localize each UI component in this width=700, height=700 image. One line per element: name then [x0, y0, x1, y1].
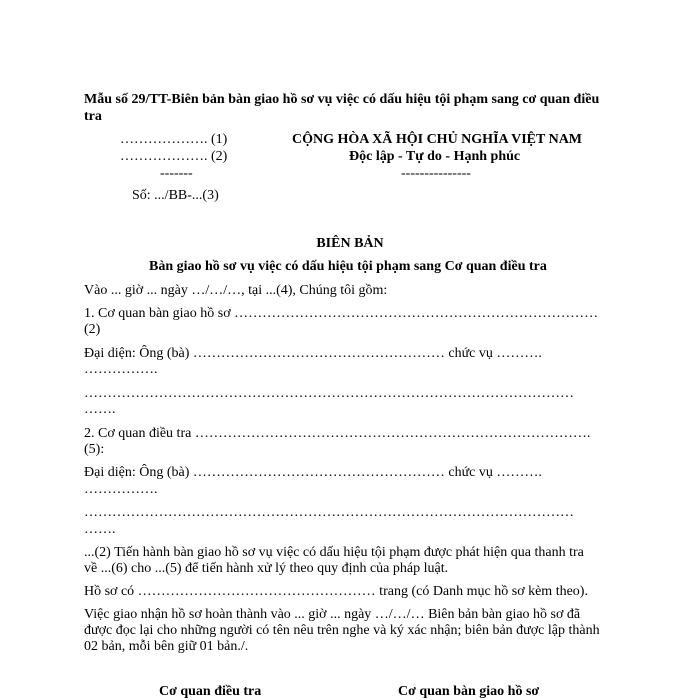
agency-dashes: -------: [160, 166, 193, 181]
document-number: Số: .../BB-...(3): [132, 188, 219, 203]
motto-dashes: ---------------: [401, 166, 471, 181]
completion-line2: được đọc lại cho những người có tên nêu trên nghe và ký xác nhận; biên bản được lập thành: [84, 623, 600, 638]
agency-line2: ………………. (2): [120, 149, 228, 164]
investigation-dots-line2: …….: [84, 522, 116, 537]
form-title-line1: Mẫu số 29/TT-Biên bản bàn giao hồ sơ vụ việc có dấu hiệu tội phạm sang cơ quan điều: [84, 92, 600, 107]
handing-agency-line1: 1. Cơ quan bàn giao hồ sơ ……………………………………………………………………: [84, 306, 599, 321]
completion-line1: Việc giao nhận hồ sơ hoàn thành vào ... giờ ... ngày …/…/… Biên bản bàn giao hồ sơ đã: [84, 607, 581, 622]
signature-handing-agency: Cơ quan bàn giao hồ sơ: [398, 684, 540, 699]
handover-statement-line1: ...(2) Tiến hành bàn giao hồ sơ vụ việc có dấu hiệu tội phạm được phát hiện qua thanh tra: [84, 545, 584, 560]
national-motto: Độc lập - Tự do - Hạnh phúc: [349, 149, 521, 164]
nation-title: CỘNG HÒA XÃ HỘI CHỦ NGHĨA VIỆT NAM: [292, 132, 583, 147]
investigation-rep-line1: Đại diện: Ông (bà) ……………………………………………… chức vụ ……….: [84, 465, 542, 480]
investigation-rep-line2: …………….: [84, 482, 158, 497]
intro-line: Vào ... giờ ... ngày …/…/…, tại ...(4), Chúng tôi gồm:: [84, 283, 388, 298]
handing-dots-line1: ……………………………………………………………………………………………: [84, 386, 574, 401]
document-subtitle: Bàn giao hồ sơ vụ việc có dấu hiệu tội phạm sang Cơ quan điều tra: [149, 259, 547, 274]
agency-line1: ………………. (1): [120, 132, 228, 147]
form-title-line2: tra: [84, 109, 102, 124]
page-count-line: Hồ sơ có …………………………………………… trang (có Danh mục hồ sơ kèm theo).: [84, 584, 588, 599]
investigation-dots-line1: ……………………………………………………………………………………………: [84, 505, 574, 520]
investigation-agency-line1: 2. Cơ quan điều tra ………………………………………………………………………….: [84, 426, 591, 441]
completion-line3: 02 bản, mỗi bên giữ 01 bản./.: [84, 639, 249, 654]
investigation-agency-line2: (5):: [84, 442, 105, 457]
handing-rep-line1: Đại diện: Ông (bà) ……………………………………………… chức vụ ……….: [84, 346, 542, 361]
handover-statement-line2: về ...(6) cho ...(5) để tiến hành xử lý theo quy định của pháp luật.: [84, 561, 449, 576]
document-title: BIÊN BẢN: [316, 236, 384, 251]
handing-dots-line2: …….: [84, 402, 116, 417]
handing-rep-line2: …………….: [84, 362, 158, 377]
handing-agency-line2: (2): [84, 322, 101, 337]
signature-investigation-agency: Cơ quan điều tra: [159, 684, 262, 699]
